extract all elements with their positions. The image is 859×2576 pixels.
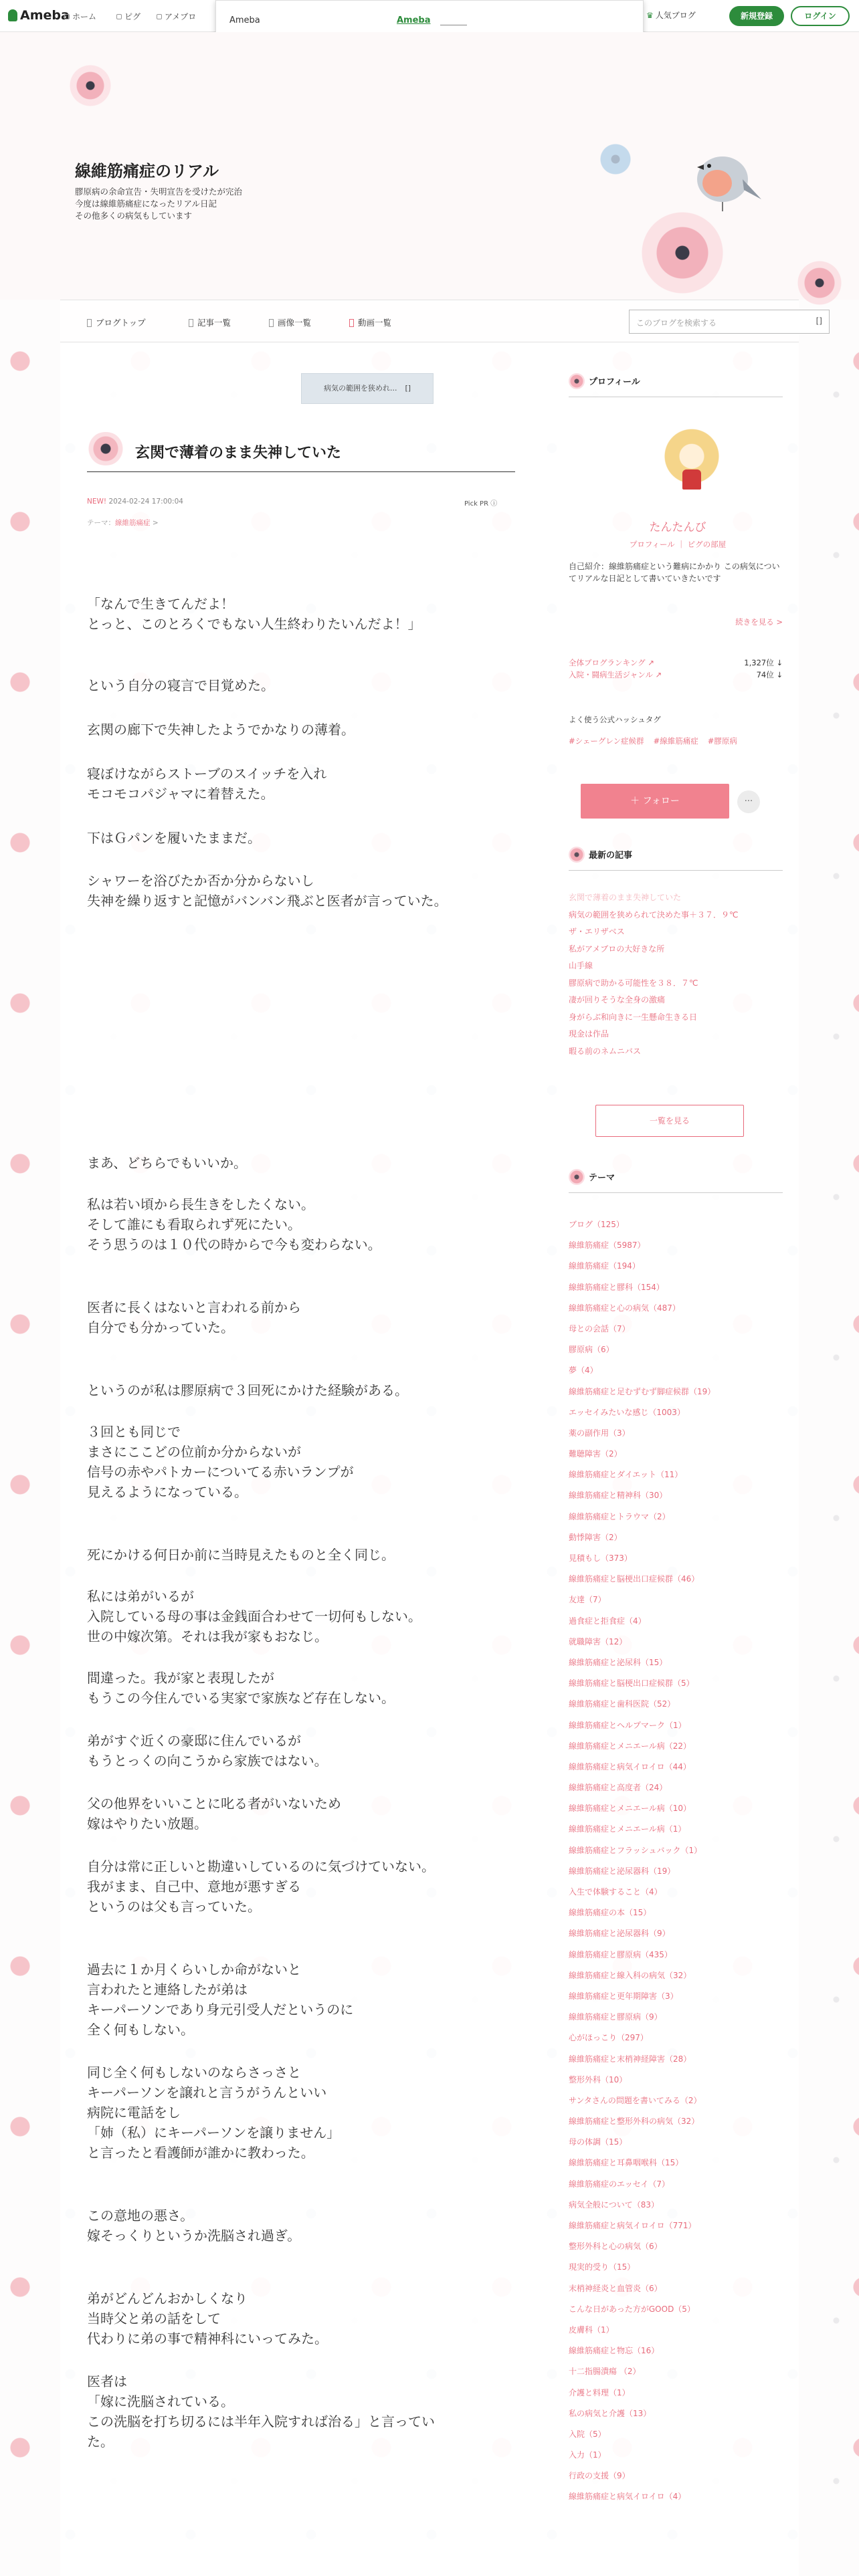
entry-paragraph: 医者は <box>87 2373 127 2389</box>
theme-link[interactable]: 過食症と拒食症（4） <box>569 1616 646 1626</box>
theme-link[interactable]: 線維筋痛症と精神科（30） <box>569 1491 668 1501</box>
theme-link[interactable]: 線維筋痛症と末梢神経障害（28） <box>569 2054 692 2064</box>
entry-paragraph: ３回とも同じで <box>87 1424 181 1440</box>
entry-paragraph: 死にかける何日か前に当時見えたものと全く同じ。 <box>87 1547 395 1563</box>
entry-paragraph: モコモコパジャマに着替えた。 <box>87 786 274 802</box>
nav-ameblo[interactable]: アメブロ <box>157 11 196 22</box>
entry-paragraph: 下はＧパンを履いたままだ。 <box>87 830 261 846</box>
entry-paragraph: もうこの今住んでいる実家で家族など存在しない。 <box>87 1690 395 1706</box>
entry-paragraph: 代わりに弟の事で精神科にいってみた。 <box>87 2331 328 2347</box>
theme-link[interactable]: 入院（5） <box>569 2429 606 2439</box>
entry-paragraph: 「なんで生きてんだよ！ <box>87 596 234 612</box>
theme-link[interactable]: 線維筋痛症と膠原病（9） <box>569 2012 662 2022</box>
recent-article-link[interactable]: 凄が回りそうな全身の激痛 <box>569 995 666 1004</box>
theme-link[interactable]: 整形外科（10） <box>569 2074 628 2084</box>
video-icon <box>349 319 354 327</box>
ranking-row: 全体ブログランキング ↗ 1,327位 ↓ <box>569 658 783 667</box>
entry-paragraph: まさにここどの位前か分からないが <box>87 1444 301 1460</box>
theme-link[interactable]: 線維筋痛症（194） <box>569 1261 640 1271</box>
theme-link[interactable]: 病気全般について（83） <box>569 2199 660 2210</box>
follow-button[interactable]: ＋ フォロー <box>581 784 729 819</box>
theme-link[interactable]: 線維筋痛症と泌尿器科（9） <box>569 1929 670 1939</box>
theme-link[interactable]: 介護と料理（1） <box>569 2387 630 2397</box>
entry-paragraph: もうとっくの向こうから家族ではない。 <box>87 1753 328 1769</box>
entry-paragraph: 嫁はやりたい放題。 <box>87 1816 207 1832</box>
theme-link[interactable]: 心がほっこり（297） <box>569 2033 648 2043</box>
theme-link[interactable]: 整形外科と心の病気（6） <box>569 2242 662 2252</box>
recent-article-link[interactable]: 病気の範囲を狭められて決めた事＋３７．９℃ <box>569 909 739 920</box>
entry-paragraph: 入院している母の事は金銭面合わせて一切何もしない。 <box>87 1608 421 1624</box>
theme-link[interactable]: 線維筋痛症とトラウマ（2） <box>569 1511 670 1521</box>
hashtag-link[interactable]: #膠原病 <box>707 736 737 746</box>
profile-heading: プロフィール <box>569 373 783 397</box>
theme-link[interactable]: 線維筋痛症と物忘（16） <box>569 2346 660 2356</box>
theme-link[interactable]: 皮膚科（1） <box>569 2325 614 2335</box>
theme-link[interactable]: 線維筋痛症の本（15） <box>569 1908 652 1918</box>
flower-decoration <box>589 132 642 186</box>
ameblo-icon <box>157 14 162 19</box>
theme-link[interactable]: 膠原病（6） <box>569 1345 614 1355</box>
recent-article-link[interactable]: 私がアメブロの大好きな所 <box>569 944 665 954</box>
entry-paragraph: というのが私は膠原病で３回死にかけた経験がある。 <box>87 1382 408 1398</box>
blog-header <box>0 32 859 300</box>
entry-paragraph: この洗脳を打ち切るには半年入院すれば治る」と言ってい <box>87 2413 435 2430</box>
avatar[interactable] <box>653 421 731 499</box>
theme-link[interactable]: 入力（1） <box>569 2450 606 2460</box>
theme-link[interactable]: 母との会話（7） <box>569 1323 630 1333</box>
theme-link[interactable]: 薬の副作用（3） <box>569 1428 630 1438</box>
entry-paragraph: 「嫁に洗脳されている。 <box>87 2393 234 2409</box>
entry-paragraph: 過去に１か月くらいしか命がないと <box>87 1961 301 1977</box>
home-icon <box>64 14 70 19</box>
more-button[interactable]: ··· <box>737 790 760 813</box>
theme-link[interactable]: 線維筋痛症と心の病気（487） <box>569 1303 680 1313</box>
blog-navigation <box>60 300 822 342</box>
theme-link[interactable]: 行政の支援（9） <box>569 2471 630 2481</box>
ad-banner[interactable]: 病気の範囲を狭めれ... [] <box>301 373 434 404</box>
entry-paragraph: 全く何もしない。 <box>87 2022 194 2038</box>
entry-title[interactable]: 玄関で薄着のまま失神していた <box>135 445 342 461</box>
entry-paragraph: 玄関の廊下で失神したようでかなりの薄着。 <box>87 722 355 738</box>
pigg-icon <box>116 14 122 19</box>
hashtag-heading: よく使う公式ハッシュタグ <box>569 715 661 724</box>
theme-link[interactable]: 十二指腸潰瘍 （2） <box>569 2367 641 2377</box>
theme-link[interactable]: 末梢神経炎と血管炎（6） <box>569 2283 662 2293</box>
recent-article-link[interactable]: 身がらぶ和向きに一生懸命生きる日 <box>569 1012 698 1022</box>
theme-link[interactable]: 線維筋痛症（5987） <box>569 1241 646 1251</box>
entry-paragraph: 私は若い頃から長生きをしたくない。 <box>87 1196 314 1212</box>
theme-link[interactable]: 線維筋痛症とメニエール病（22） <box>569 1741 692 1751</box>
theme-link[interactable]: 線維筋痛症と更年期障害（3） <box>569 1991 678 2001</box>
entry-paragraph: というのは父も言っていた。 <box>87 1899 261 1915</box>
blog-description: 膠原病の余命宣告・失明宣告を受けたが完治 今度は線維筋痛症になったリアル日記 その他多くの病気もしています <box>75 187 243 221</box>
theme-link[interactable]: ブログ（125） <box>569 1220 624 1229</box>
entry-theme: テーマ：線維筋痛症 > <box>87 519 159 527</box>
theme-link[interactable]: 線維筋痛症と病気イロイロ（4） <box>569 2492 686 2502</box>
theme-link[interactable]: 線維筋痛症と歯科医院（52） <box>569 1699 676 1709</box>
blog-title[interactable]: 線維筋痛症のリアル <box>75 162 219 181</box>
bird-illustration <box>682 139 763 213</box>
theme-link[interactable]: 線維筋痛症とフラッシュバック（1） <box>569 1845 702 1855</box>
theme-link[interactable]: こんな日があった方がGOOD（5） <box>569 2304 695 2314</box>
image-icon <box>269 319 274 327</box>
entry-paragraph: この意地の悪さ。 <box>87 2208 194 2224</box>
entry-paragraph: 言われたと連絡したが弟は <box>87 1981 248 1998</box>
theme-link[interactable]: 線維筋痛症と線入科の病気（32） <box>569 1970 692 1980</box>
theme-link[interactable]: 線維筋痛症とメニエール病（1） <box>569 1824 686 1834</box>
pick-pr[interactable]: Pick PR ⓘ <box>464 500 498 508</box>
recent-heading: 最新の記事 <box>569 847 783 871</box>
entry-paragraph: キーパーソンであり身元引受人だというのに <box>87 2002 354 2018</box>
entry-paragraph: 間違った。我が家と表現したが <box>87 1670 274 1686</box>
ameba-logo-icon <box>8 9 17 21</box>
recent-article-link[interactable]: 暇る前のネムニバス <box>569 1046 642 1056</box>
theme-link[interactable]: 線維筋痛症と泌尿器科（19） <box>569 1866 676 1876</box>
list-icon <box>189 319 193 327</box>
theme-link[interactable]: 線維筋痛症と膠原病（435） <box>569 1949 672 1959</box>
recent-article-link[interactable]: ザ・エリザベス <box>569 927 625 936</box>
entry-paragraph: 弟がすぐ近くの豪邸に住んでいるが <box>87 1733 301 1749</box>
sidebar <box>557 342 799 2576</box>
hashtag-link[interactable]: #シェーグレン症候群 <box>569 736 644 746</box>
hashtag-link[interactable]: #線維筋痛症 <box>653 736 698 746</box>
theme-link[interactable]: 線維筋痛症とダイエット（11） <box>569 1470 683 1480</box>
entry-paragraph: た。 <box>87 2434 114 2450</box>
theme-link[interactable]: 線維筋痛症とメニエール病（10） <box>569 1804 692 1814</box>
theme-link[interactable]: 私の病気と介護（13） <box>569 2408 652 2418</box>
flower-decoration <box>629 199 736 306</box>
theme-link[interactable]: 線維筋痛症のエッセイ（7） <box>569 2179 670 2189</box>
flower-decoration <box>54 59 127 112</box>
profile-links[interactable]: プロフィール ｜ ピグの部屋 <box>629 540 727 549</box>
entry-paragraph: 同じ全く何もしないのならさっさと <box>87 2064 301 2080</box>
nav-home[interactable]: ホーム <box>64 11 96 22</box>
theme-link[interactable]: エッセイみたいな感じ（1003） <box>569 1407 685 1417</box>
entry-meta: NEW! 2024-02-24 17:00:04 <box>87 498 183 506</box>
signup-button[interactable]: 新規登録 <box>729 6 784 26</box>
theme-link[interactable]: 現実的受り（15） <box>569 2262 636 2272</box>
all-articles-button[interactable]: 一覧を見る <box>595 1105 744 1137</box>
entry-paragraph: 寝ぼけながらストーブのスイッチを入れ <box>87 766 327 782</box>
entry-paragraph: 世の中嫁次第。それは我が家もおなじ。 <box>87 1628 328 1644</box>
entry-paragraph: 失神を繰り返すと記憶がバンバン飛ぶと医者が言っていた。 <box>87 893 448 909</box>
theme-link[interactable]: 線維筋痛症と高度者（24） <box>569 1783 668 1793</box>
theme-link[interactable]: 就職障害（12） <box>569 1636 628 1646</box>
theme-link[interactable]: 線維筋痛症 <box>115 519 151 527</box>
theme-link[interactable]: 友達（7） <box>569 1595 606 1605</box>
entry-paragraph: キーパーソンを譲れと言うがうんといい <box>87 2084 327 2101</box>
entry-paragraph: シャワーを浴びたか否か分からないし <box>87 873 314 889</box>
entry-paragraph: 私には弟がいるが <box>87 1588 194 1604</box>
search-icon[interactable]: [] <box>816 316 822 326</box>
theme-heading: テーマ <box>569 1169 783 1193</box>
flower-icon <box>87 432 124 465</box>
flower-icon <box>569 373 585 389</box>
theme-link[interactable]: 見積もし（373） <box>569 1553 632 1563</box>
theme-link[interactable]: 線維筋痛症と足むずむず脚症候群（19） <box>569 1386 716 1396</box>
entry-paragraph: 弟がどんどんおかしくなり <box>87 2290 248 2306</box>
dropdown-text: Ameba <box>229 15 260 25</box>
recent-article-link[interactable]: 現金は作品 <box>569 1029 609 1039</box>
entry-paragraph: 「姉（私）にキーパーソンを譲りません」 <box>87 2125 341 2141</box>
hashtag-list <box>569 736 737 746</box>
profile-name[interactable]: たんたんび <box>649 521 706 534</box>
entry-paragraph: という自分の寝言で目覚めた。 <box>87 677 274 693</box>
nav-article-list[interactable]: 記事一覧 <box>189 316 231 328</box>
entry-paragraph: 嫁そっくりというか洗脳され過ぎ。 <box>87 2228 301 2244</box>
recent-article-link[interactable]: 玄関で薄着のまま失神していた <box>569 893 682 902</box>
theme-link[interactable]: 線維筋痛症と膠科（154） <box>569 1282 664 1292</box>
entry-paragraph: 当時父と弟の話をして <box>87 2311 221 2327</box>
theme-link[interactable]: 難聴障害（2） <box>569 1449 622 1459</box>
entry-paragraph: 我がまま、自己中、意地が悪すぎる <box>87 1879 301 1895</box>
recent-article-link[interactable]: 膠原病で助かる可能性を３８．７℃ <box>569 978 698 988</box>
flower-icon <box>569 1169 585 1185</box>
nav-image-list[interactable]: 画像一覧 <box>269 316 311 328</box>
entry-paragraph: 病院に電話をし <box>87 2105 181 2121</box>
theme-link[interactable]: 入生で体験すること（4） <box>569 1887 662 1897</box>
entry-title-block <box>87 432 515 472</box>
entry-paragraph: そう思うのは１０代の時からで今も変わらない。 <box>87 1237 381 1253</box>
entry-paragraph: まあ、どちらでもいいか。 <box>87 1155 247 1171</box>
main-column <box>60 342 557 2576</box>
theme-list <box>569 1214 783 2508</box>
theme-link[interactable]: 線維筋痛症と脳梗出口症候群（5） <box>569 1679 694 1689</box>
flower-icon <box>569 847 585 863</box>
nav-blog-top[interactable]: ブログトップ <box>87 316 146 328</box>
entry-paragraph: 見えるようになっている。 <box>87 1484 248 1500</box>
recent-list <box>569 889 783 1060</box>
entry-paragraph: と言ったと看護師が誰かに教わった。 <box>87 2145 314 2161</box>
entry-paragraph: とっと、このとろくでもない人生終わりたいんだよ！」 <box>87 616 421 632</box>
theme-link[interactable]: 線維筋痛症と整形外科の病気（32） <box>569 2117 700 2127</box>
entry-paragraph: 自分は常に正しいと勘違いしているのに気づけていない。 <box>87 1858 435 1874</box>
entry-paragraph: 自分でも分かっていた。 <box>87 1319 234 1335</box>
profile-more-link[interactable]: 続きを見る > <box>735 617 783 627</box>
popular-blog-link[interactable]: ♛ 人気ブログ <box>646 11 696 20</box>
theme-link[interactable]: 線維筋痛症とヘルプマーク（1） <box>569 1720 686 1730</box>
login-button[interactable]: ログイン <box>791 6 850 26</box>
dropdown-link[interactable]: Ameba <box>397 15 431 25</box>
theme-link[interactable]: 線維筋痛症と泌尿科（15） <box>569 1657 668 1667</box>
ranking-row: 入院・闘病生活ジャンル ↗ 74位 ↓ <box>569 670 783 679</box>
ad-icon: [] <box>405 384 411 393</box>
theme-link[interactable]: サンタさんの問題を書いてみる（2） <box>569 2095 702 2105</box>
profile-description: 自己紹介：線維筋痛症という難病にかかり この病気についてリアルな日記として書いていきたいです <box>569 562 780 583</box>
theme-link[interactable]: 線維筋痛症と耳鼻咽喉科（15） <box>569 2158 684 2168</box>
crown-icon: ♛ <box>646 11 654 20</box>
nav-video-list[interactable]: 動画一覧 <box>349 316 391 328</box>
theme-link[interactable]: 動悸障害（2） <box>569 1532 622 1542</box>
theme-link[interactable]: 線維筋痛症と脳梗出口症候群（46） <box>569 1574 700 1584</box>
home-icon <box>87 319 92 327</box>
theme-link[interactable]: 夢（4） <box>569 1366 598 1376</box>
blog-search-input[interactable]: このブログを検索する [] <box>629 310 830 334</box>
ranking-block <box>569 657 783 681</box>
entry-paragraph: 父の他界をいいことに叱る者がいないため <box>87 1796 341 1812</box>
theme-link[interactable]: 母の体調（15） <box>569 2137 628 2147</box>
theme-link[interactable]: 線維筋痛症と病気イロイロ（771） <box>569 2221 696 2230</box>
nav-pigg[interactable]: ピグ <box>116 11 140 22</box>
entry-paragraph: 医者に長くはないと言われる前から <box>87 1299 301 1315</box>
entry-paragraph: 信号の赤やパトカーについてる赤いランプが <box>87 1464 354 1480</box>
ameba-logo[interactable]: Ameba <box>8 8 70 23</box>
entry-paragraph: そして誰にも看取られず死にたい。 <box>87 1216 301 1232</box>
recent-article-link[interactable]: 山手線 <box>569 961 593 970</box>
theme-link[interactable]: 線維筋痛症と病気イロイロ（44） <box>569 1761 691 1772</box>
